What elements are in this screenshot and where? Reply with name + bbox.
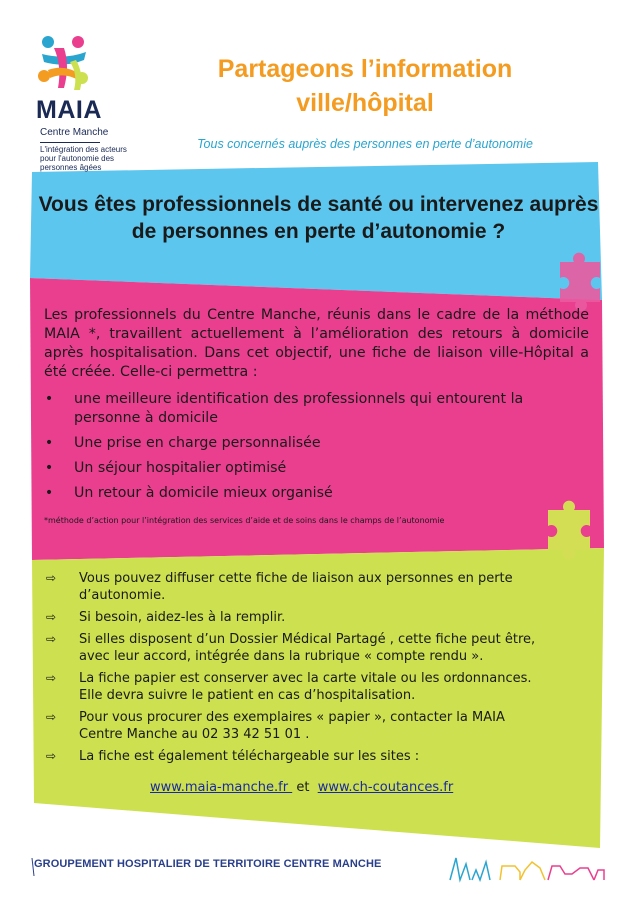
benefits-list — [44, 390, 589, 509]
list-item — [44, 670, 544, 704]
logo-figures-icon — [34, 34, 94, 96]
arrow-right-icon: ⇨ — [46, 749, 57, 763]
bullet-icon: • — [44, 485, 54, 501]
actions-list — [44, 570, 544, 770]
website-links — [150, 780, 510, 795]
list-item — [44, 459, 589, 478]
maia-logo — [28, 30, 148, 180]
list-item — [44, 631, 544, 665]
list-item-text: Vous pouvez diffuser cette fiche de liaison aux personnes en perte d’autonomie. — [79, 571, 513, 603]
bullet-icon: • — [44, 460, 54, 476]
list-item-text: Un séjour hospitalier optimisé — [74, 460, 287, 476]
list-item-text: Un retour à domicile mieux organisé — [74, 485, 333, 501]
list-item — [44, 709, 544, 743]
question-heading: Vous êtes professionnels de santé ou intervenez auprès de personnes en perte d’autonomie ? — [38, 193, 599, 243]
arrow-right-icon: ⇨ — [46, 671, 57, 685]
list-item-text: une meilleure identification des professionnels qui entourent la personne à domicile — [74, 391, 524, 426]
page-subtitle: Tous concernés auprès des personnes en perte d’autonomie — [197, 137, 533, 151]
list-item-text: La fiche est également téléchargeable sur les sites : — [79, 749, 420, 764]
bullet-icon: • — [44, 435, 54, 451]
footer-organization: GROUPEMENT HOSPITALIER DE TERRITOIRE CENTRE MANCHE — [34, 858, 382, 870]
page-title: Partageons l’information ville/hôpital — [217, 55, 513, 117]
footnote: *méthode d’action pour l’intégration des services d’aide et de soins dans le champs de l’autonomie — [44, 516, 445, 525]
list-item — [44, 484, 589, 503]
list-item-text: Si elles disposent d’un Dossier Médical Partagé , cette fiche peut être, avec leur accord, intégrée dans la rubrique « compte rendu ». — [79, 632, 536, 664]
list-item — [44, 434, 589, 453]
arrow-right-icon: ⇨ — [46, 571, 57, 585]
maia-manche-link[interactable]: www.maia-manche.fr — [150, 780, 293, 795]
list-item-text: La fiche papier est conserver avec la carte vitale ou les ordonnances. Elle devra suivre le patient en cas d’hospitalisation. — [79, 671, 532, 703]
list-item — [44, 748, 544, 765]
links-separator: et — [292, 780, 318, 795]
list-item — [44, 570, 544, 604]
list-item-text: Une prise en charge personnalisée — [74, 435, 321, 451]
list-item — [44, 609, 544, 626]
logo-tagline: L'intégration des acteurs pour l'autonomie des personnes âgées — [40, 145, 127, 172]
list-item — [44, 390, 589, 428]
bullet-icon: • — [44, 391, 54, 407]
logo-divider — [40, 142, 100, 143]
logo-subtitle: Centre Manche — [40, 127, 109, 138]
logo-name: MAIA — [36, 96, 102, 124]
arrow-right-icon: ⇨ — [46, 710, 57, 724]
arrow-right-icon: ⇨ — [46, 610, 57, 624]
skyline-icon — [450, 858, 604, 880]
list-item-text: Si besoin, aidez-les à la remplir. — [79, 610, 286, 625]
list-item-text: Pour vous procurer des exemplaires « papier », contacter la MAIA Centre Manche au 02 33 42 51 01 . — [79, 710, 505, 742]
arrow-right-icon: ⇨ — [46, 632, 57, 646]
ch-coutances-link[interactable]: www.ch-coutances.fr — [317, 780, 454, 795]
intro-paragraph: Les professionnels du Centre Manche, réunis dans le cadre de la méthode MAIA *, travaillent actuellement à l’amélioration des retours à domicile après hospitalisation. Dans cet objectif, une fiche de liaison ville-Hôpital a été créée. Celle-ci permettra : — [44, 307, 589, 380]
